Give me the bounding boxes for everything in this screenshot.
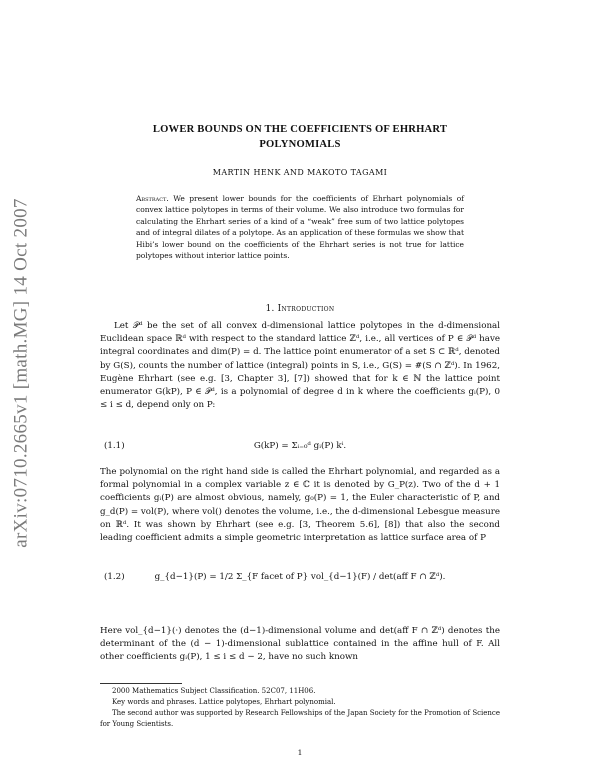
section-heading bbox=[100, 304, 500, 314]
arxiv-id-text: arXiv:0710.2665v1 [math.MG] 14 Oct 2007 bbox=[11, 198, 32, 548]
equation-1-2 bbox=[100, 560, 500, 600]
paragraph-2: The polynomial on the right hand side is called the Ehrhart polynomial, and regarded as a formal polynomial in a complex variable z ∈ ℂ it is denoted by G_P(z). Two of the d + 1 coefficients gᵢ(P) are almost obvious, namely, g₀(P) = 1, the Euler characteristic of P, and g_d(P) = vol(P), where vol() denotes the volume, i.e., the d-dimensional Lebesgue measure on ℝᵈ. It was shown by Ehrhart (see e.g. [3, Theorem 5.6], [8]) that also the second leading coefficient admits a simple geometric interpretation as lattice surface area of P bbox=[100, 467, 501, 544]
arxiv-side-identifier bbox=[4, 178, 40, 568]
authors: MARTIN HENK AND MAKOTO TAGAMI bbox=[212, 168, 388, 177]
title-line-2: POLYNOMIALS bbox=[259, 139, 341, 150]
equation-number: (1.2) bbox=[104, 572, 125, 582]
title-line-1: LOWER BOUNDS ON THE COEFFICIENTS OF EHRHART bbox=[152, 124, 448, 135]
abstract bbox=[136, 193, 464, 261]
footnote-support: The second author was supported by Research Fellowships of the Japan Society for the Promotion of Science for Young Scientists. bbox=[100, 709, 500, 728]
paragraph-3: Here vol_{d−1}(·) denotes the (d−1)-dimensional volume and det(aff F ∩ ℤᵈ) denotes the determinant of the (d − 1)-dimensional sublattice contained in the affine hull of F. All other coefficients gᵢ(P), 1 ≤ i ≤ d − 2, have no such known bbox=[100, 626, 500, 663]
equation-formula: G(kP) = Σᵢ₌₀ᵈ gᵢ(P) kⁱ. bbox=[253, 441, 347, 451]
equation-1-1 bbox=[100, 432, 500, 462]
equation-formula: g_{d−1}(P) = 1/2 Σ_{F facet of P} vol_{d−1}(F) / det(aff F ∩ ℤᵈ). bbox=[154, 572, 446, 582]
paper-title bbox=[100, 122, 500, 152]
equation-number: (1.1) bbox=[104, 441, 125, 451]
footnote-msc: 2000 Mathematics Subject Classification. 52C07, 11H06. bbox=[112, 687, 316, 695]
footnote-keywords: Key words and phrases. Lattice polytopes, Ehrhart polynomial. bbox=[112, 698, 336, 706]
section-title: Introduction bbox=[277, 304, 335, 314]
abstract-text: We present lower bounds for the coefficients of Ehrhart polynomials of convex lattice polytopes in terms of their volume. We also introduce two formulas for calculating the Ehrhart series of a kind of a “weak” free sum of two lattice polytopes and of integral dilates of a polytope. As an application of these formulas we show that Hibi’s lower bound on the coefficients of the Ehrhart series is not true for lattice polytopes without interior lattice points. bbox=[136, 194, 464, 261]
abstract-label: Abstract. bbox=[136, 194, 169, 203]
footnote-rule bbox=[100, 683, 182, 684]
paragraph-1: Let 𝒫ᵈ be the set of all convex d-dimensional lattice polytopes in the d-dimensional Euclidean space ℝᵈ with respect to the standard lattice ℤᵈ, i.e., all vertices of P ∈ 𝒫ᵈ have integral coordinates and dim(P) = d. The lattice point enumerator of a set S ⊂ ℝᵈ, denoted by G(S), counts the number of lattice (integral) points in S, i.e., G(S) = #(S ∩ ℤᵈ). In 1962, Eugène Ehrhart (see e.g. [3, Chapter 3], [7]) showed that for k ∈ ℕ the lattice point enumerator G(kP), P ∈ 𝒫ᵈ, is a polynomial of degree d in k where the coefficients gᵢ(P), 0 ≤ i ≤ d, depend only on P: bbox=[100, 321, 500, 411]
section-number: 1. bbox=[265, 304, 275, 314]
page-number: 1 bbox=[297, 748, 303, 757]
